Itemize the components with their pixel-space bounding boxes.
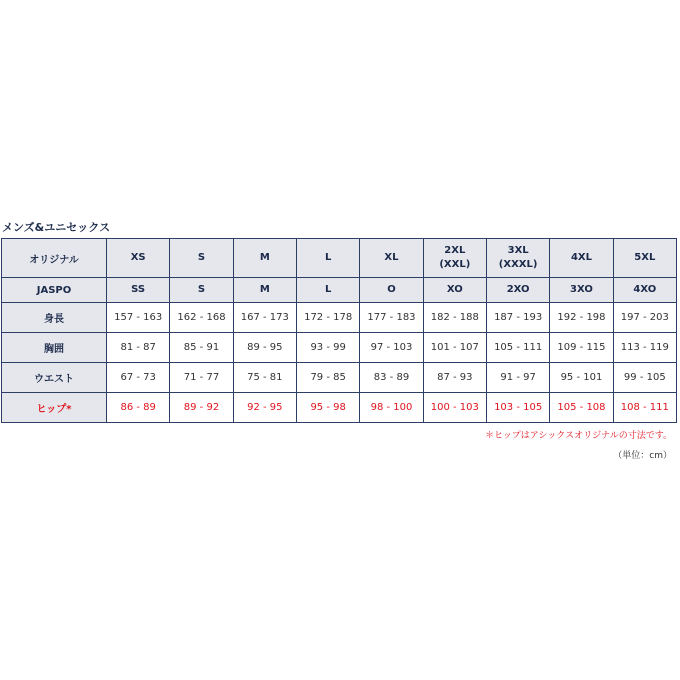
table-cell: 95 - 101 xyxy=(550,363,613,393)
table-cell: 162 - 168 xyxy=(170,303,233,333)
jaspo-size-cell: L xyxy=(296,278,359,303)
size-header-cell: 4XL xyxy=(550,239,613,278)
table-cell: 105 - 108 xyxy=(550,393,613,423)
original-size-label: オリジナル xyxy=(2,239,107,278)
table-cell: 182 - 188 xyxy=(423,303,486,333)
size-header-cell: L xyxy=(296,239,359,278)
table-cell: 192 - 198 xyxy=(550,303,613,333)
table-cell: 87 - 93 xyxy=(423,363,486,393)
table-cell: 93 - 99 xyxy=(296,333,359,363)
table-row-hip xyxy=(2,393,677,423)
size-chart-table xyxy=(1,238,677,423)
table-cell: 167 - 173 xyxy=(233,303,296,333)
table-cell: 91 - 97 xyxy=(486,363,549,393)
table-cell: 157 - 163 xyxy=(107,303,170,333)
jaspo-size-cell: XO xyxy=(423,278,486,303)
jaspo-size-cell: O xyxy=(360,278,423,303)
table-cell: 105 - 111 xyxy=(486,333,549,363)
jaspo-size-cell: S xyxy=(170,278,233,303)
hip-footnote: ＊ヒップはアシックスオリジナルの寸法です。 xyxy=(485,431,672,441)
row-label: 身長 xyxy=(2,303,107,333)
size-header-cell: S xyxy=(170,239,233,278)
table-cell: 197 - 203 xyxy=(613,303,676,333)
size-header-cell: 5XL xyxy=(613,239,676,278)
table-cell: 99 - 105 xyxy=(613,363,676,393)
row-label: 胸囲 xyxy=(2,333,107,363)
table-cell: 113 - 119 xyxy=(613,333,676,363)
table-cell: 172 - 178 xyxy=(296,303,359,333)
table-cell: 97 - 103 xyxy=(360,333,423,363)
table-cell: 92 - 95 xyxy=(233,393,296,423)
table-row-height xyxy=(2,303,677,333)
table-cell: 101 - 107 xyxy=(423,333,486,363)
table-cell: 108 - 111 xyxy=(613,393,676,423)
size-header-cell: 3XL (XXXL) xyxy=(486,239,549,278)
row-label: ヒップ* xyxy=(2,393,107,423)
size-header-cell: 2XL (XXL) xyxy=(423,239,486,278)
table-cell: 85 - 91 xyxy=(170,333,233,363)
jaspo-size-cell: 2XO xyxy=(486,278,549,303)
jaspo-label: JASPO xyxy=(2,278,107,303)
size-header-cell: XL xyxy=(360,239,423,278)
table-row-waist xyxy=(2,363,677,393)
table-cell: 100 - 103 xyxy=(423,393,486,423)
table-cell: 95 - 98 xyxy=(296,393,359,423)
size-header-cell: M xyxy=(233,239,296,278)
unit-note: （単位：cm） xyxy=(613,451,672,461)
table-cell: 86 - 89 xyxy=(107,393,170,423)
table-cell: 187 - 193 xyxy=(486,303,549,333)
row-label: ウエスト xyxy=(2,363,107,393)
jaspo-size-cell: 4XO xyxy=(613,278,676,303)
original-size-row xyxy=(2,239,677,278)
table-cell: 75 - 81 xyxy=(233,363,296,393)
table-cell: 67 - 73 xyxy=(107,363,170,393)
table-title: メンズ&ユニセックス xyxy=(2,221,111,234)
table-cell: 109 - 115 xyxy=(550,333,613,363)
table-cell: 177 - 183 xyxy=(360,303,423,333)
table-row-chest xyxy=(2,333,677,363)
size-header-cell: XS xyxy=(107,239,170,278)
table-cell: 98 - 100 xyxy=(360,393,423,423)
table-cell: 79 - 85 xyxy=(296,363,359,393)
table-cell: 83 - 89 xyxy=(360,363,423,393)
table-cell: 71 - 77 xyxy=(170,363,233,393)
jaspo-size-cell: 3XO xyxy=(550,278,613,303)
table-cell: 89 - 92 xyxy=(170,393,233,423)
jaspo-size-row xyxy=(2,278,677,303)
jaspo-size-cell: SS xyxy=(107,278,170,303)
jaspo-size-cell: M xyxy=(233,278,296,303)
table-cell: 103 - 105 xyxy=(486,393,549,423)
table-cell: 81 - 87 xyxy=(107,333,170,363)
table-cell: 89 - 95 xyxy=(233,333,296,363)
